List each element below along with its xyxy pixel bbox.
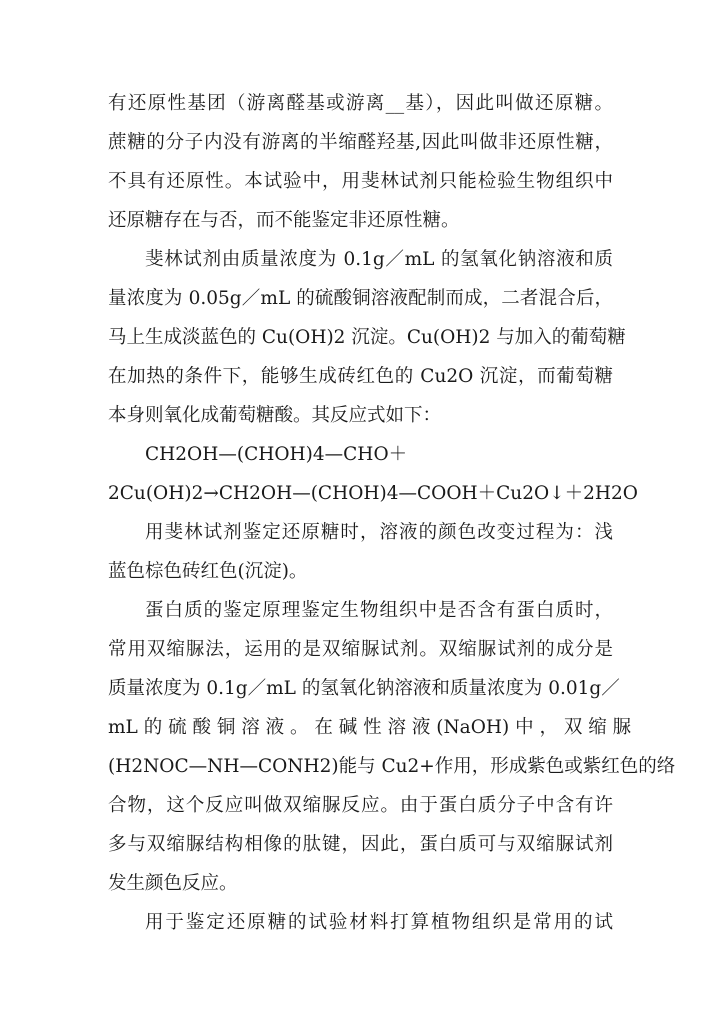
paragraph-line: 合物，这个反应叫做双缩脲反应。由于蛋白质分子中含有许 <box>108 795 613 816</box>
paragraph-line: 本身则氧化成葡萄糖酸。其反应式如下： <box>108 405 442 426</box>
paragraph-line: 蓝色棕色砖红色(沉淀)。 <box>108 561 308 582</box>
paragraph-line: 不具有还原性。本试验中，用斐林试剂只能检验生物组织中 <box>108 171 613 192</box>
paragraph-line: 用于鉴定还原糖的试验材料打算植物组织是常用的试 <box>145 912 613 933</box>
formula-line: 2Cu(OH)2→CH2OH—(CHOH)4—COOH＋Cu2O↓＋2H2O <box>108 483 638 504</box>
paragraph-line: 在加热的条件下，能够生成砖红色的 Cu2O 沉淀，而葡萄糖 <box>108 366 613 387</box>
paragraph-line: 蛋白质的鉴定原理鉴定生物组织中是否含有蛋白质时， <box>145 600 613 621</box>
paragraph-line: 量浓度为 0.05g／mL 的硫酸铜溶液配制而成，二者混合后， <box>108 288 613 309</box>
formula-line: CH2OH—(CHOH)4—CHO＋ <box>145 444 408 465</box>
paragraph-line: 质量浓度为 0.1g／mL 的氢氧化钠溶液和质量浓度为 0.01g／ <box>108 678 620 699</box>
paragraph-line: mL 的 硫 酸 铜 溶 液 。 在 碱 性 溶 液 (NaOH) 中 ， 双 缩 脲 <box>108 717 632 738</box>
paragraph-line: 发生颜色反应。 <box>108 873 238 894</box>
paragraph-line: 常用双缩脲法，运用的是双缩脲试剂。双缩脲试剂的成分是 <box>108 639 613 660</box>
paragraph-line: 多与双缩脲结构相像的肽键，因此，蛋白质可与双缩脲试剂 <box>108 834 613 855</box>
paragraph-line: (H2NOC—NH—CONH2)能与 Cu2+作用，形成紫色或紫红色的络 <box>108 756 676 777</box>
paragraph-line: 还原糖存在与否，而不能鉴定非还原性糖。 <box>108 210 460 231</box>
paragraph-line: 斐林试剂由质量浓度为 0.1g／mL 的氢氧化钠溶液和质 <box>145 249 613 270</box>
paragraph-line: 有还原性基团（游离醛基或游离__基），因此叫做还原糖。 <box>108 93 613 114</box>
paragraph-line: 马上生成淡蓝色的 Cu(OH)2 沉淀。Cu(OH)2 与加入的葡萄糖 <box>108 327 626 348</box>
paragraph-line: 用斐林试剂鉴定还原糖时，溶液的颜色改变过程为：浅 <box>145 522 613 543</box>
paragraph-line: 蔗糖的分子内没有游离的半缩醛羟基,因此叫做非还原性糖， <box>108 132 613 153</box>
